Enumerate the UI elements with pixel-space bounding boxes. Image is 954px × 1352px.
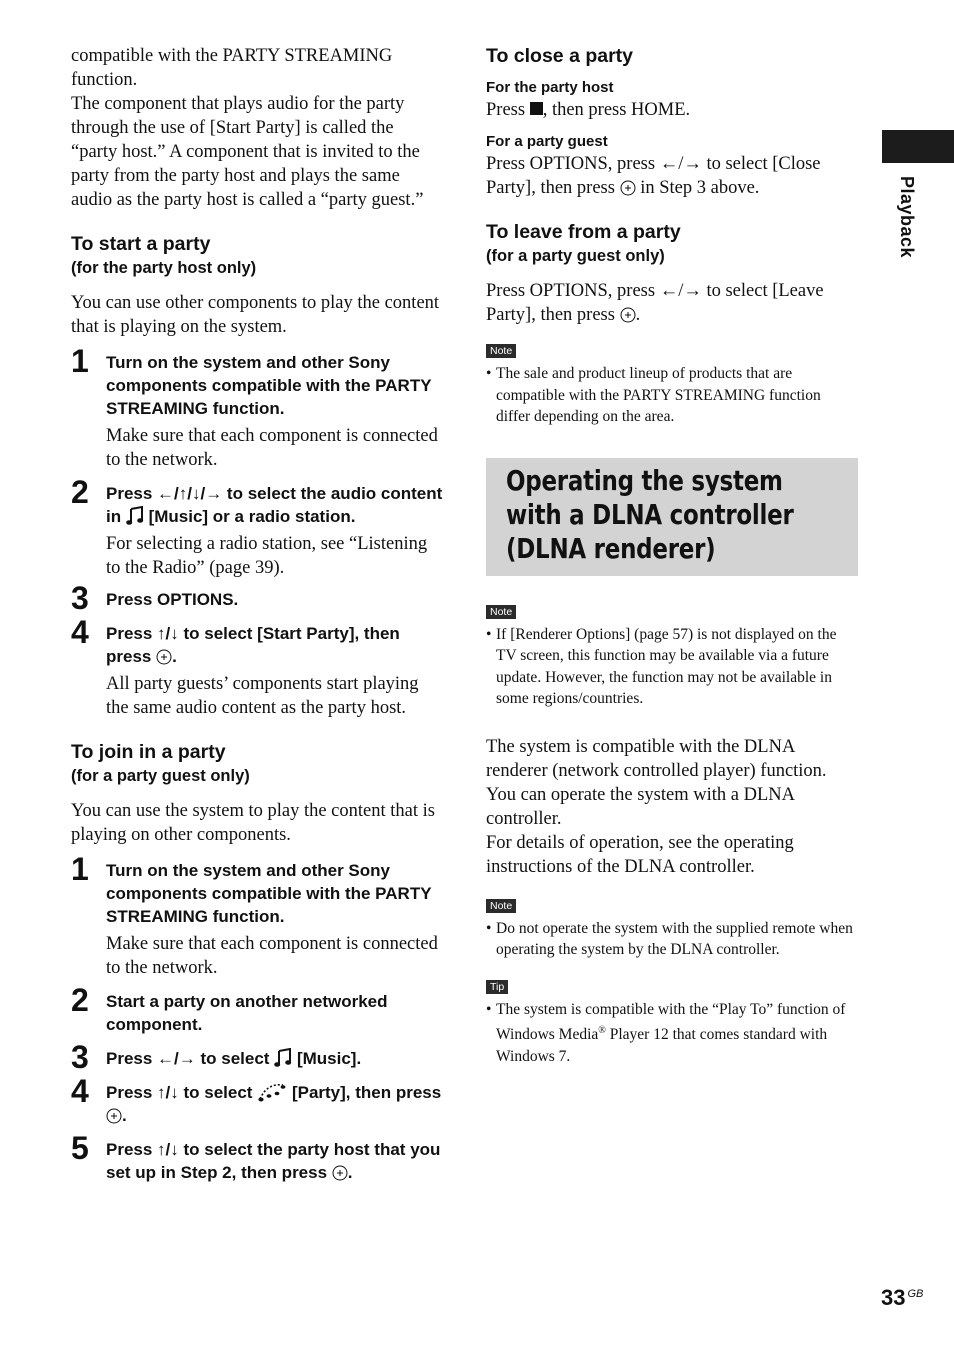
tip-text: • The system is compatible with the “Play To” function of Windows Media® Player 12 that comes standard with Windows 7.	[486, 1000, 846, 1065]
page-number-suffix: GB	[907, 1288, 924, 1300]
tip-body-part: Player 12 that comes standard with Windows 7.	[496, 1026, 828, 1065]
step-number: 2	[71, 474, 89, 510]
music-note-icon	[274, 1048, 292, 1068]
step-instruction: Press OPTIONS.	[106, 590, 239, 609]
step-text-part: [Music].	[296, 1049, 362, 1068]
dlna-section-heading: Operating the system with a DLNA controller (DLNA renderer)	[506, 463, 794, 565]
note-label: Note	[486, 344, 516, 358]
step-text-part: [Music] or a radio station.	[148, 507, 356, 526]
page-number-value: 33	[881, 1285, 906, 1310]
chapter-tab-marker	[882, 130, 954, 163]
join-party-description: You can use the system to play the content that is playing on other components.	[71, 801, 435, 845]
step-detail: Make sure that each component is connected to the network.	[106, 426, 438, 470]
tip-block	[486, 977, 858, 1068]
step-instruction: Turn on the system and other Sony components compatible with the PARTY STREAMING function.	[106, 353, 432, 418]
note-block-3	[486, 896, 858, 961]
start-step-2	[71, 474, 443, 580]
chapter-label: Playback	[897, 176, 917, 259]
step-number: 4	[71, 614, 89, 650]
note-text: • The sale and product lineup of products that are compatible with the PARTY STREAMING function differ depending on the area.	[486, 365, 821, 425]
right-column	[486, 44, 858, 1067]
note-body: If [Renderer Options] (page 57) is not displayed on the TV screen, this function may be available via a future update. However, the function may not be available in some regions/countries.	[496, 625, 837, 707]
text-part: Press	[486, 100, 526, 120]
step-detail: For selecting a radio station, see “Listening to the Radio” (page 39).	[106, 534, 428, 578]
start-party-heading: To start a party	[71, 233, 211, 255]
note-text: • If [Renderer Options] (page 57) is not displayed on the TV screen, this function may be available via a future update. However, the function may not be available in some regions/countries.	[486, 625, 837, 707]
step-text-part: Press ↑/↓ to select [Start Party], then press	[106, 624, 400, 666]
music-note-icon	[126, 506, 144, 526]
note-block-1	[486, 341, 858, 428]
start-step-4	[71, 614, 443, 720]
text-part: , then press HOME.	[542, 100, 691, 120]
join-step-4	[71, 1073, 443, 1127]
step-instruction	[106, 1047, 443, 1070]
text-part: Press OPTIONS, press ←/→ to select [Leave Party], then press	[486, 281, 824, 325]
step-number: 1	[71, 343, 89, 379]
intro-paragraph-2: The component that plays audio for the party through the use of [Start Party] is called the “party host.” A component that is invited to the party from the party host and plays the same audio as the party host is called a “party guest.”	[71, 94, 424, 210]
close-host-text	[486, 98, 858, 122]
step-text-part: Press ←/→ to select	[106, 1049, 270, 1068]
text-part: .	[635, 305, 641, 325]
step-instruction: Start a party on another networked component.	[106, 992, 388, 1034]
note-block-2	[486, 602, 858, 710]
step-text-part: Press ↑/↓ to select	[106, 1083, 253, 1102]
leave-party-heading: To leave from a party	[486, 221, 681, 243]
join-step-2	[71, 982, 443, 1036]
start-party-subheading: (for the party host only)	[71, 259, 257, 277]
join-party-subheading: (for a party guest only)	[71, 767, 250, 785]
stop-square-icon	[530, 102, 543, 115]
tip-label: Tip	[486, 980, 508, 994]
left-column	[71, 44, 443, 1184]
step-number: 5	[71, 1130, 89, 1166]
step-number: 2	[71, 982, 89, 1018]
note-label: Note	[486, 899, 516, 913]
dlna-paragraph-2: For details of operation, see the operating instructions of the DLNA controller.	[486, 832, 794, 877]
tip-body-part: The system is compatible with the “Play To” function of Windows Media	[496, 1000, 846, 1044]
intro-paragraph-1: compatible with the PARTY STREAMING function.	[71, 46, 393, 90]
circle-enter-icon	[620, 180, 636, 196]
note-text: • Do not operate the system with the supplied remote when operating the system by the DLNA controller.	[486, 919, 853, 958]
step-number: 4	[71, 1073, 89, 1109]
registered-mark: ®	[598, 1025, 606, 1036]
note-body: The sale and product lineup of products that are compatible with the PARTY STREAMING function differ depending on the area.	[496, 365, 821, 425]
step-instruction: Turn on the system and other Sony components compatible with the PARTY STREAMING function.	[106, 861, 432, 926]
start-step-1	[71, 343, 443, 472]
join-step-3	[71, 1039, 443, 1075]
note-body: Do not operate the system with the supplied remote when operating the system by the DLNA controller.	[496, 919, 853, 958]
close-guest-label: For a party guest	[486, 133, 608, 150]
close-party-heading: To close a party	[486, 45, 634, 67]
dlna-paragraph-1: The system is compatible with the DLNA renderer (network controlled player) function. You can operate the system with a DLNA controller.	[486, 736, 827, 829]
close-guest-text	[486, 152, 858, 200]
page-number	[881, 1285, 923, 1311]
step-instruction	[106, 482, 443, 528]
leave-party-subheading: (for a party guest only)	[486, 247, 665, 265]
circle-enter-icon	[620, 307, 636, 323]
party-icon	[257, 1081, 287, 1103]
start-party-description: You can use other components to play the content that is playing on the system.	[71, 293, 440, 337]
dlna-section-heading-box	[486, 458, 858, 576]
step-detail: Make sure that each component is connected to the network.	[106, 934, 438, 978]
step-detail: All party guests’ components start playing the same audio content as the party host.	[106, 674, 419, 718]
circle-enter-icon	[332, 1165, 348, 1181]
step-instruction	[106, 1138, 443, 1184]
step-text-part: .	[347, 1163, 353, 1182]
step-number: 3	[71, 580, 89, 616]
join-step-1	[71, 851, 443, 980]
step-instruction	[106, 1081, 443, 1127]
step-instruction	[106, 622, 443, 668]
step-text-part: Press ←/↑/↓/→ to select the audio content in	[106, 484, 443, 526]
join-party-heading: To join in a party	[71, 741, 226, 763]
step-number: 3	[71, 1039, 89, 1075]
circle-enter-icon	[106, 1108, 122, 1124]
text-part: in Step 3 above.	[640, 178, 760, 198]
leave-party-text	[486, 279, 858, 327]
step-text-part: Press ↑/↓ to select the party host that you set up in Step 2, then press	[106, 1140, 441, 1182]
circle-enter-icon	[156, 649, 172, 665]
text-part: Press OPTIONS, press ←/→ to select [Close Party], then press	[486, 154, 821, 198]
join-step-5	[71, 1130, 443, 1184]
close-host-label: For the party host	[486, 79, 614, 96]
step-text-part: .	[172, 647, 177, 666]
start-step-3	[71, 580, 443, 616]
step-number: 1	[71, 851, 89, 887]
note-label: Note	[486, 605, 516, 619]
step-text-part: .	[122, 1106, 127, 1125]
step-text-part: [Party], then press	[291, 1083, 442, 1102]
